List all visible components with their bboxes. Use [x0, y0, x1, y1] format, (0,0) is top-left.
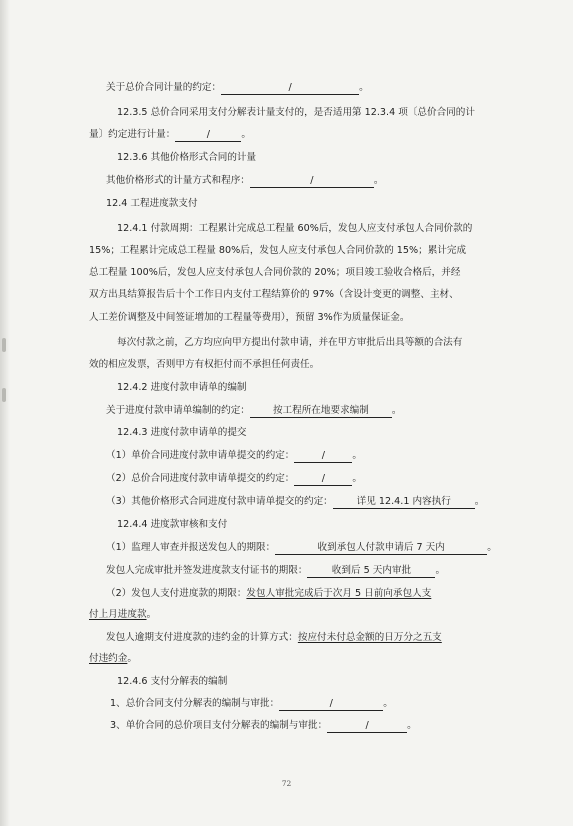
fill-in-blank: 详见 12.4.1 内容执行	[333, 496, 475, 509]
clause-text: 效的相应发票，否则甲方有权拒付而不承担任何责任。	[89, 359, 320, 370]
clause-text: 双方出具结算报告后十个工作日内支付工程结算价的 97%（含设计变更的调整、主材、	[89, 289, 459, 300]
section-heading: 12.4.3 进度付款申请单的提交	[117, 427, 247, 438]
heading-12-4-2	[117, 381, 557, 395]
clause-label: 其他价格形式的计量方式和程序：	[106, 175, 250, 186]
lump-sum-measurement-clause	[106, 81, 546, 95]
clause-label: （2）发包人支付进度款的期限：	[106, 588, 247, 599]
heading-12-4-4	[117, 518, 557, 532]
unit-price-schedule-clause	[110, 719, 550, 733]
page-number: 72	[281, 779, 292, 788]
heading-12-4-6	[117, 675, 557, 689]
clause-end: 。	[407, 720, 417, 731]
lump-sum-schedule-clause	[110, 697, 550, 711]
clause-text: 15%；工程累计完成总工程量 80%后，发包人应支付承包人合同价款的 15%；累计完成	[89, 245, 467, 256]
late-payment-penalty-clause	[106, 631, 546, 645]
clause-end: 。	[352, 450, 362, 461]
clause-end: 。	[146, 609, 157, 620]
clause-end: 。	[383, 698, 393, 709]
clause-end: 。	[391, 405, 402, 416]
clause-end: 。	[352, 473, 362, 484]
binding-mark	[2, 338, 6, 352]
section-heading: 12.4.6 支付分解表的编制	[117, 676, 228, 687]
clause-end: 。	[373, 175, 384, 186]
fill-in-blank: 收到后 5 天内审批	[307, 565, 435, 578]
clause-label: 3、单价合同的总价项目支付分解表的编制与审批：	[110, 720, 328, 731]
other-price-submission-clause	[106, 495, 546, 509]
clause-label: 关于总价合同计量的约定：	[106, 82, 222, 93]
scan-left-edge	[0, 0, 10, 826]
payment-cycle-line-2	[89, 244, 529, 258]
payment-period-clause-cont	[89, 608, 529, 622]
application-compilation-clause	[106, 404, 546, 418]
fill-in-blank: /	[327, 720, 407, 733]
invoice-requirement-line-1	[117, 336, 557, 350]
fill-in-value: 付上月进度款	[89, 609, 147, 620]
clause-text: 12.3.5 总价合同采用支付分解表计量支付的，是否适用第 12.3.4 项〔总价合同的计	[117, 107, 475, 118]
clause-label: 1、总价合同支付分解表的编制与审批：	[110, 698, 280, 709]
clause-text: 总工程量 100%后，发包人应支付承包人合同价款的 20%；项目竣工验收合格后，并经	[89, 267, 461, 278]
heading-12-4-3	[117, 426, 557, 440]
heading-12-3-6	[117, 151, 557, 165]
clause-end: 。	[241, 129, 251, 140]
payment-cycle-line-5	[89, 311, 529, 325]
clause-text: 每次付款之前，乙方均应向甲方提出付款申请，并在甲方审批后出具等额的合法有	[117, 337, 463, 348]
fill-in-value: 付违约金	[89, 653, 128, 664]
fill-in-blank: /	[294, 473, 352, 486]
clause-label: 关于进度付款申请单编制的约定：	[106, 405, 250, 416]
supervisor-review-clause	[106, 541, 546, 555]
clause-end: 。	[127, 653, 137, 664]
lump-sum-submission-clause	[106, 472, 546, 486]
clause-text: 人工差价调整及中间签证增加的工程量等费用），预留 3%作为质量保证金。	[89, 312, 410, 323]
fill-in-blank: /	[175, 129, 241, 142]
clause-label: 发包人逾期支付进度款的违约金的计算方式：	[106, 632, 298, 643]
clause-label: 量〕约定进行计量：	[89, 129, 176, 140]
clause-label: （3）其他价格形式合同进度付款申请单提交的约定：	[106, 496, 333, 507]
fill-in-blank: 按工程所在地要求编制	[250, 405, 392, 418]
section-heading: 12.4 工程进度款支付	[106, 198, 198, 209]
invoice-requirement-line-2	[89, 358, 529, 372]
fill-in-blank: /	[250, 175, 374, 188]
payment-cycle-line-3	[89, 266, 529, 280]
clause-12-3-5	[117, 106, 557, 120]
section-heading: 12.3.6 其他价格形式合同的计量	[117, 152, 257, 163]
fill-in-blank: 收到承包人付款申请后 7 天内	[275, 542, 487, 555]
binding-mark	[2, 388, 6, 402]
section-heading: 12.4.2 进度付款申请单的编制	[117, 382, 247, 393]
clause-end: 。	[435, 565, 446, 576]
clause-end: 。	[359, 82, 369, 93]
clause-label: （1）单价合同进度付款申请单提交的约定：	[106, 450, 295, 461]
payment-period-clause	[106, 587, 546, 601]
clause-label: （2）总价合同进度付款申请单提交的约定：	[106, 473, 295, 484]
heading-12-4	[106, 197, 546, 211]
clause-12-3-5-cont	[89, 128, 529, 142]
section-heading: 12.4.4 进度款审核和支付	[117, 519, 228, 530]
clause-end: 。	[487, 542, 497, 553]
late-payment-penalty-clause-cont	[89, 652, 529, 666]
clause-text: 12.4.1 付款周期：工程累计完成总工程量 60%后，发包人应支付承包人合同价款的	[117, 223, 473, 234]
other-price-measurement-clause	[106, 174, 546, 188]
approval-period-clause	[106, 564, 546, 578]
fill-in-blank: /	[221, 82, 359, 95]
clause-end: 。	[474, 496, 485, 507]
clause-label: （1）监理人审查并报送发包人的期限：	[106, 542, 276, 553]
fill-in-blank: /	[279, 698, 383, 711]
payment-cycle-line-1	[117, 222, 557, 236]
fill-in-value: 发包人审批完成后于次月 5 日前向承包人支	[246, 588, 432, 599]
fill-in-value: 按应付未付总金额的日万分之五支	[297, 632, 442, 643]
clause-label: 发包人完成审批并签发进度款支付证书的期限：	[106, 565, 308, 576]
payment-cycle-line-4	[89, 288, 529, 302]
unit-price-submission-clause	[106, 449, 546, 463]
fill-in-blank: /	[294, 450, 352, 463]
